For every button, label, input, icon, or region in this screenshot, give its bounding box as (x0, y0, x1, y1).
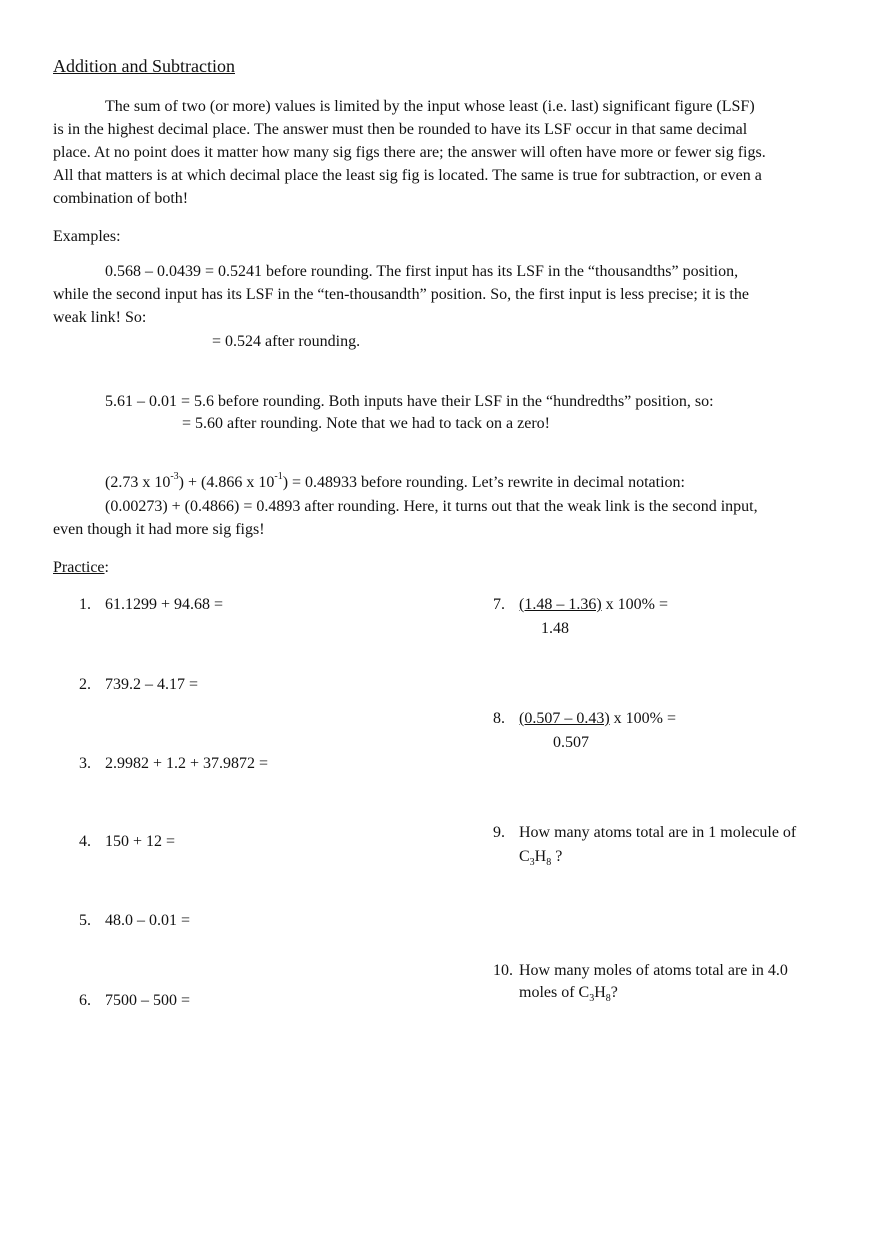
practice-label: Practice: (53, 559, 109, 576)
practice-number: 9. (493, 824, 505, 841)
practice-number: 5. (79, 912, 91, 929)
practice-problem: (0.507 – 0.43) x 100% = (519, 710, 677, 727)
exponent: -3 (170, 470, 179, 482)
intro-line: All that matters is at which decimal place the least sig fig is located. The same is true for subtraction, or even a (53, 167, 762, 184)
fraction-denominator: 0.507 (553, 734, 589, 751)
practice-number: 3. (79, 755, 91, 772)
practice-problem: 739.2 – 4.17 = (105, 676, 199, 693)
example-result: = 5.60 after rounding. Note that we had to tack on a zero! (182, 415, 551, 432)
practice-problem: (1.48 – 1.36) x 100% = (519, 596, 669, 613)
section-heading: Addition and Subtraction (53, 56, 235, 76)
practice-problem: How many atoms total are in 1 molecule of (519, 824, 797, 841)
intro-line: combination of both! (53, 190, 189, 207)
example-line: (0.00273) + (0.4866) = 0.4893 after rounding. Here, it turns out that the weak link is the second input, (105, 498, 758, 515)
practice-problem: 150 + 12 = (105, 833, 176, 850)
chemical-formula: moles of $C_3H_8$? (519, 984, 618, 1005)
example-line: (2.73 x $10^{-3}) + (4.866$ x $10^{-1}) = 0.48933$ before rounding. Let’s rewrite in decimal notation: (105, 470, 685, 491)
practice-number: 7. (493, 596, 505, 613)
practice-number: 10. (493, 962, 513, 979)
practice-number: 1. (79, 596, 91, 613)
example-line: 0.568 – 0.0439 = 0.5241 before rounding. The first input has its LSF in the “thousandths” position, (105, 263, 739, 280)
practice-number: 6. (79, 992, 91, 1009)
intro-line: place. At no point does it matter how many sig figs there are; the answer will often have more or fewer sig figs. (53, 144, 766, 161)
example-line: even though it had more sig figs! (53, 521, 265, 538)
practice-problem: 48.0 – 0.01 = (105, 912, 191, 929)
intro-line: is in the highest decimal place. The answer must then be rounded to have its LSF occur in that same decimal (53, 121, 748, 138)
fraction-denominator: 1.48 (541, 620, 569, 637)
practice-number: 8. (493, 710, 505, 727)
example-result: = 0.524 after rounding. (212, 333, 361, 350)
examples-label: Examples: (53, 228, 121, 245)
fraction-numerator: (1.48 – 1.36) (519, 596, 602, 613)
chemical-formula: $C_3H_8$ ? (519, 848, 563, 869)
practice-number: 2. (79, 676, 91, 693)
example-line: while the second input has its LSF in the “ten-thousandth” position. So, the first input is less precise; it is the (53, 286, 749, 303)
practice-problem: 7500 – 500 = (105, 992, 191, 1009)
practice-problem: How many moles of atoms total are in 4.0 (519, 962, 788, 979)
example-line: 5.61 – 0.01 = 5.6 before rounding. Both inputs have their LSF in the “hundredths” position, so: (105, 393, 714, 410)
practice-number: 4. (79, 833, 91, 850)
fraction-numerator: (0.507 – 0.43) (519, 710, 610, 727)
practice-problem: 2.9982 + 1.2 + 37.9872 = (105, 755, 269, 772)
intro-line: The sum of two (or more) values is limited by the input whose least (i.e. last) significant figure (LSF) (105, 98, 755, 115)
example-line: weak link! So: (53, 309, 147, 326)
practice-problem: 61.1299 + 94.68 = (105, 596, 224, 613)
exponent: -1 (274, 470, 283, 482)
